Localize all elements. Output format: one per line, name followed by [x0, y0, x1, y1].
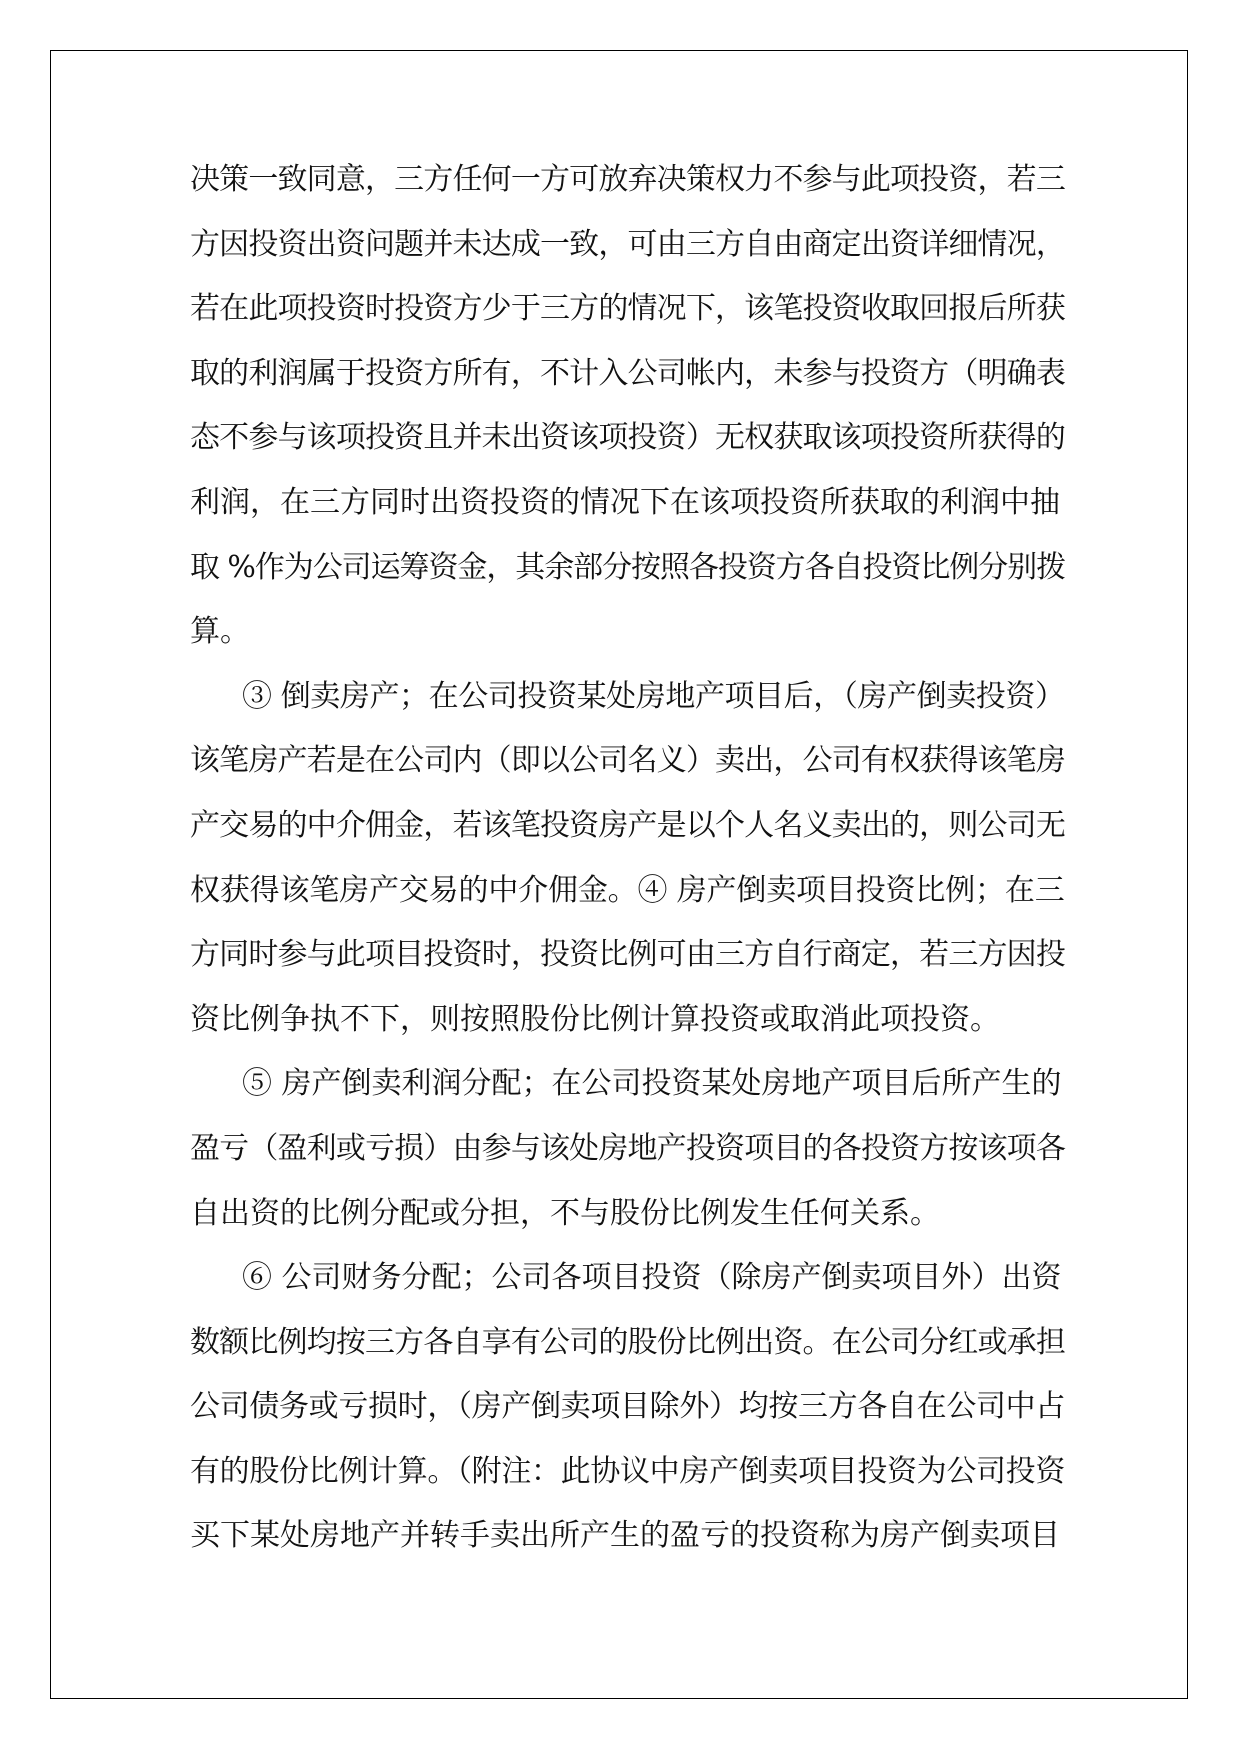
text-line: 决策一致同意，三方任何一方可放弃决策权力不参与此项投资，若三 [190, 162, 1065, 197]
text-line: 产交易的中介佣金，若该笔投资房产是以个人名义卖出的，则公司无 [190, 807, 1065, 843]
text-line: 有的股份比例计算。（附注：此协议中房产倒卖项目投资为公司投资 [190, 1453, 1065, 1489]
text-line: 方同时参与此项目投资时，投资比例可由三方自行商定，若三方因投 [190, 937, 1065, 973]
document-body [190, 148, 1065, 1569]
text-line: 取 %作为公司运筹资金，其余部分按照各投资方各自投资比例分别拨 [190, 549, 1066, 585]
text-line: 公司债务或亏损时，（房产倒卖项目除外）均按三方各自在公司中占 [190, 1389, 1065, 1425]
text-line: ③ 倒卖房产；在公司投资某处房地产项目后，（房产倒卖投资） [242, 678, 1065, 714]
text-line: 盈亏（盈利或亏损）由参与该处房地产投资项目的各投资方按该项各 [190, 1130, 1065, 1166]
text-line: 自出资的比例分配或分担，不与股份比例发生任何关系。 [190, 1195, 940, 1231]
text-line: 取的利润属于投资方所有，不计入公司帐内，未参与投资方（明确表 [190, 355, 1065, 391]
text-line: 数额比例均按三方各自享有公司的股份比例出资。在公司分红或承担 [190, 1324, 1065, 1360]
text-line: 方因投资出资问题并未达成一致，可由三方自由商定出资详细情况， [190, 226, 1065, 262]
text-line: 买下某处房地产并转手卖出所产生的盈亏的投资称为房产倒卖项目 [190, 1518, 1060, 1554]
text-line: 资比例争执不下，则按照股份比例计算投资或取消此项投资。 [190, 1001, 1000, 1037]
text-line: 该笔房产若是在公司内（即以公司名义）卖出，公司有权获得该笔房 [190, 743, 1065, 779]
text-line: 利润，在三方同时出资投资的情况下在该项投资所获取的利润中抽 [190, 484, 1060, 520]
text-line: 算。 [190, 614, 250, 650]
text-line: 若在此项投资时投资方少于三方的情况下，该笔投资收取回报后所获 [190, 291, 1065, 327]
text-line: 权获得该笔房产交易的中介佣金。④ 房产倒卖项目投资比例；在三 [190, 872, 1065, 908]
text-line: ⑥ 公司财务分配；公司各项目投资（除房产倒卖项目外）出资 [242, 1260, 1062, 1296]
text-line: ⑤ 房产倒卖利润分配；在公司投资某处房地产项目后所产生的 [242, 1066, 1062, 1102]
text-line: 态不参与该项投资且并未出资该项投资）无权获取该项投资所获得的 [190, 420, 1065, 456]
